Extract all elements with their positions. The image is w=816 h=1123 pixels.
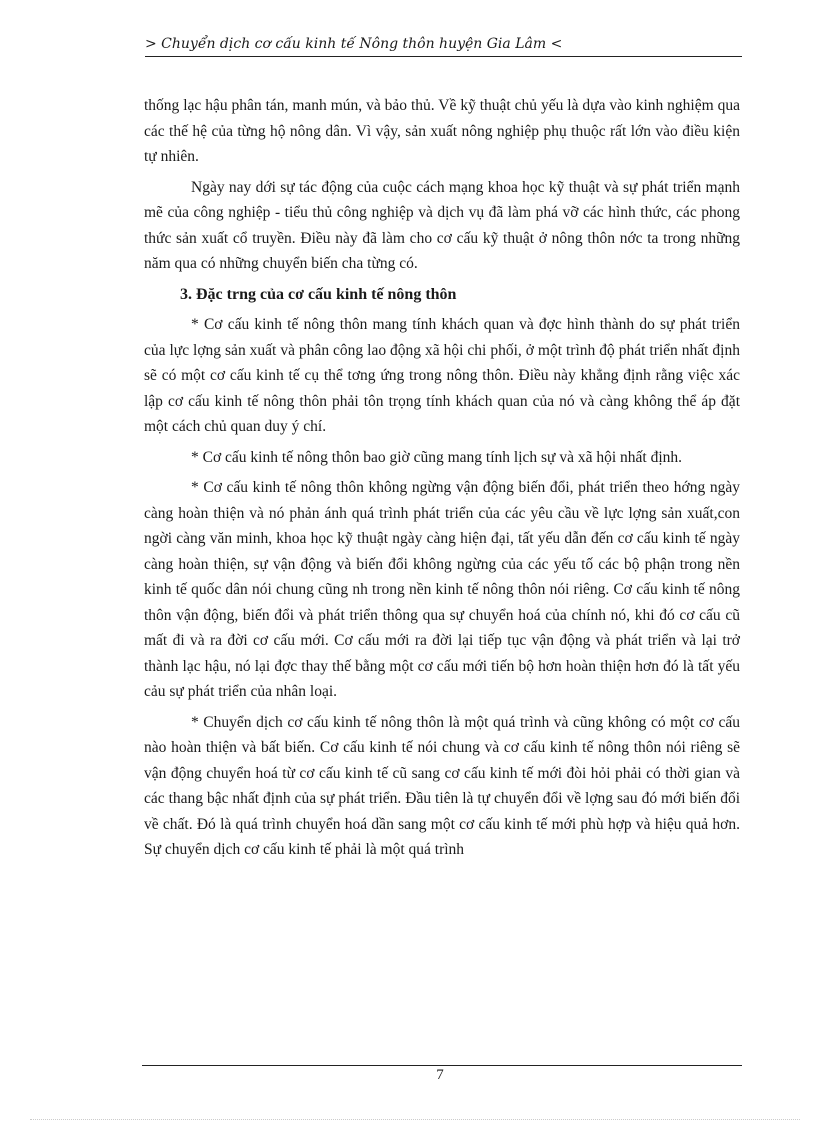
paragraph-3: * Cơ cấu kinh tế nông thôn mang tính khách quan và đợc hình thành do sự phát triển của lực lợng sản xuất và phân công lao động xã hội chi phối, ở một trình độ phát triển nhất định sẽ có một cơ cấu kinh tế cụ thể tơng ứng trong nông thôn. Điều này khẳng định rằng việc xác lập cơ cấu kinh tế nông thôn phải tôn trọng tính khách quan của nó và càng không thể áp đặt một cách chủ quan duy ý chí. bbox=[144, 316, 740, 435]
header-divider bbox=[145, 56, 742, 57]
page-body bbox=[144, 93, 740, 868]
running-header: > Chuyển dịch cơ cấu kinh tế Nông thôn huyện Gia Lâm < bbox=[145, 36, 563, 52]
section-heading: 3. Đặc trng của cơ cấu kinh tế nông thôn bbox=[180, 285, 457, 303]
paragraph-2: Ngày nay dới sự tác động của cuộc cách mạng khoa học kỹ thuật và sự phát triển mạnh mẽ của công nghiệp - tiểu thủ công nghiệp và dịch vụ đã làm phá vỡ các hình thức, các phong thức sản xuất cổ truyền. Điều này đã làm cho cơ cấu kỹ thuật ở nông thôn nớc ta trong những năm qua có những chuyển biến cha từng có. bbox=[144, 178, 740, 272]
footer-divider bbox=[142, 1065, 742, 1066]
paragraph-4: * Cơ cấu kinh tế nông thôn bao giờ cũng mang tính lịch sự và xã hội nhất định. bbox=[191, 448, 683, 466]
page-number: 7 bbox=[436, 1067, 444, 1083]
paragraph-1: thống lạc hậu phân tán, manh mún, và bảo thủ. Về kỹ thuật chủ yếu là dựa vào kinh nghiệm qua các thế hệ của từng hộ nông dân. Vì vậy, sản xuất nông nghiệp phụ thuộc rất lớn vào điều kiện tự nhiên. bbox=[144, 97, 740, 165]
page-edge-divider bbox=[30, 1119, 800, 1120]
paragraph-5: * Cơ cấu kinh tế nông thôn không ngừng vận động biến đổi, phát triển theo hớng ngày càng hoàn thiện và nó phản ánh quá trình phát triển của các yêu cầu về lực lợng sản xuất,con ngời càng văn minh, khoa học kỹ thuật ngày càng hiện đại, tất yếu dẫn đến cơ cấu kinh tế ngày càng hoàn thiện, sự vận động và biến đổi không ngừng của các yếu tố các bộ phận trong nền kinh tế quốc dân nói chung cũng nh trong nền kinh tế nông thôn nói riêng. Cơ cấu kinh tế nông thôn vận động, biến đổi và phát triển thông qua sự chuyển hoá của chính nó, khi đó cơ cấu cũ mất đi và ra đời cơ cấu mới. Cơ cấu mới ra đời lại tiếp tục vận động và phát triển và lại trở thành lạc hậu, nó lại đợc thay thế bằng một cơ cấu mới tiến bộ hơn hoàn thiện hơn đó là tất yếu cảu sự phát triển của nhân loại. bbox=[144, 479, 740, 700]
paragraph-6: * Chuyển dịch cơ cấu kinh tế nông thôn là một quá trình và cũng không có một cơ cấu nào hoàn thiện và bất biến. Cơ cấu kinh tế nói chung và cơ cấu kinh tế nông thôn nói riêng sẽ vận động chuyển hoá từ cơ cấu kinh tế cũ sang cơ cấu kinh tế mới đòi hỏi phải có thời gian và các thang bậc nhất định của sự phát triển. Đầu tiên là tự chuyển đổi về lợng sau đó mới biến đổi về chất. Đó là quá trình chuyển hoá dần sang một cơ cấu kinh tế mới phù hợp và hiệu quả hơn. Sự chuyển dịch cơ cấu kinh tế phải là một quá trình bbox=[144, 713, 740, 858]
